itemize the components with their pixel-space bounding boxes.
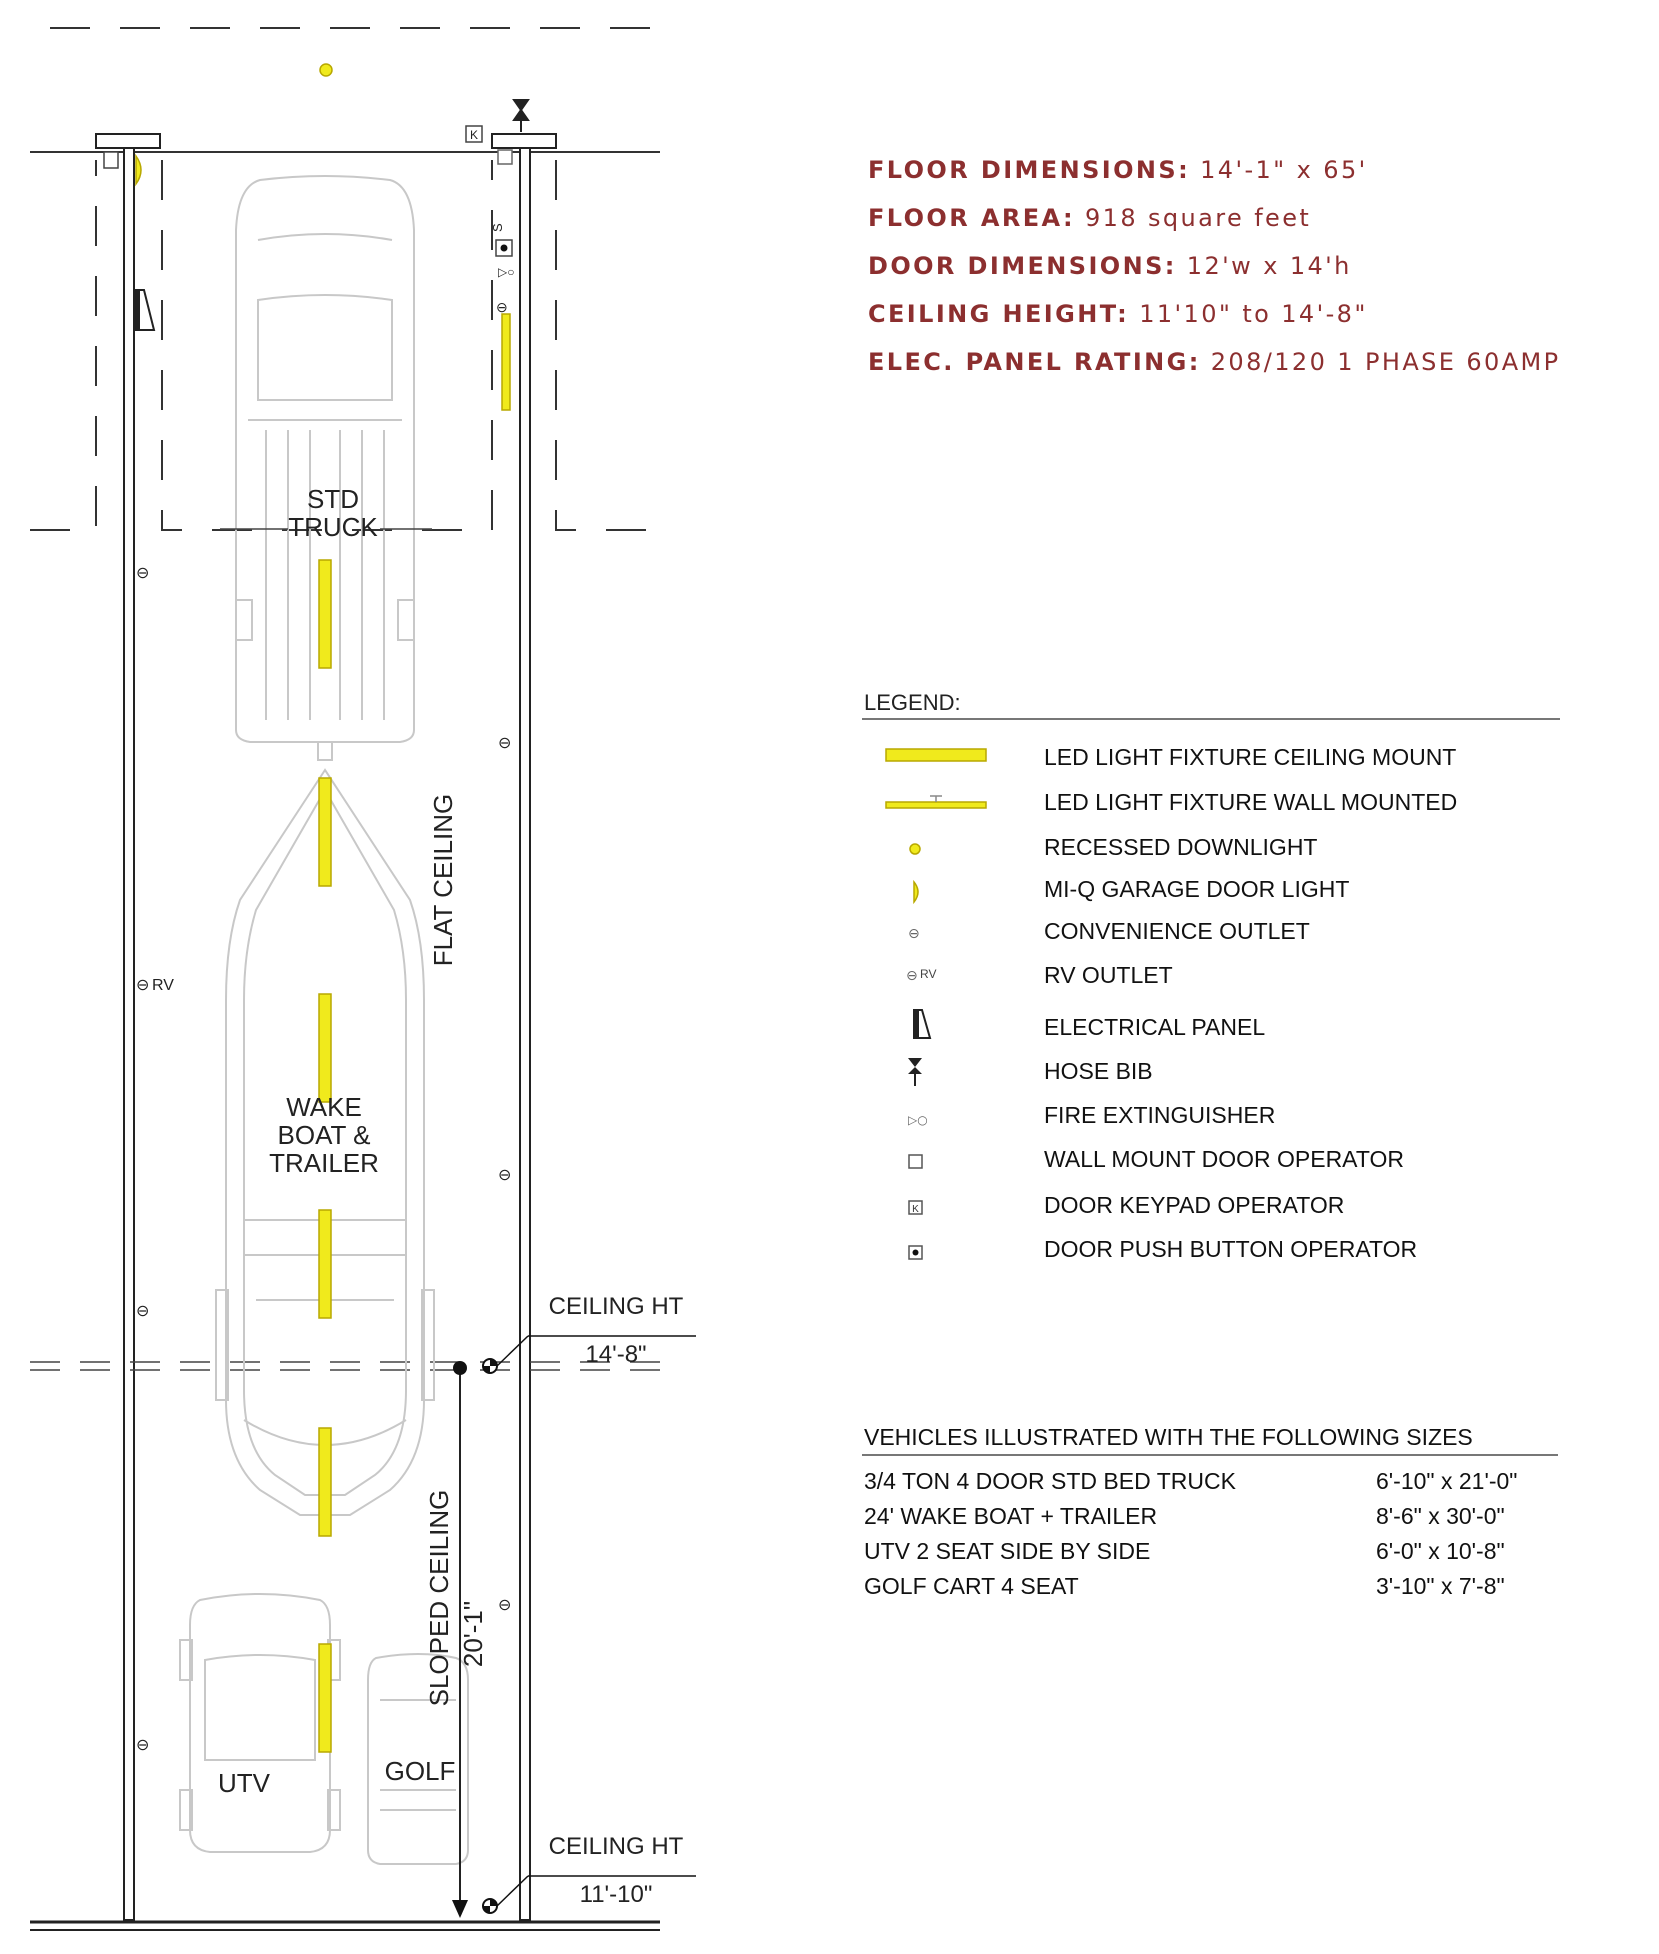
garage-door-light-icon (914, 882, 918, 902)
rv-outlet-icon: ⊖ (136, 977, 150, 994)
boat-label-line2: BOAT & (277, 1120, 371, 1150)
spec-label: FLOOR AREA: (868, 204, 1075, 232)
led-wall-fixture-icon (886, 802, 986, 808)
ceiling-ht-bottom-value: 11'-10" (579, 1881, 653, 1908)
fire-extinguisher-icon: ▷○ (908, 1113, 928, 1127)
vehicle-name: GOLF CART 4 SEAT (864, 1573, 1079, 1599)
vehicle-size: 8'-6" x 30'-0" (1376, 1503, 1505, 1529)
recessed-downlight-icon (320, 64, 332, 76)
right-wall (520, 148, 530, 1920)
spec-elec-panel (868, 338, 1561, 386)
spec-value: 12'w x 14'h (1186, 252, 1352, 280)
wall-device-box (498, 150, 512, 164)
rv-outlet-icon: ⊖ (906, 968, 918, 984)
golf-label: GOLF (384, 1756, 456, 1786)
led-ceiling-fixture-icon (319, 1428, 331, 1536)
legend-item: MI-Q GARAGE DOOR LIGHT (1044, 876, 1350, 902)
legend-item: WALL MOUNT DOOR OPERATOR (1044, 1146, 1404, 1172)
led-ceiling-fixture-icon (319, 994, 331, 1102)
wall-door-operator-icon (909, 1155, 922, 1168)
legend-title: LEGEND: (864, 690, 961, 715)
vehicle-name: UTV 2 SEAT SIDE BY SIDE (864, 1538, 1151, 1564)
spec-list (868, 146, 1561, 386)
truck-label-line2: TRUCK (288, 512, 378, 542)
vehicle-name: 3/4 TON 4 DOOR STD BED TRUCK (864, 1468, 1236, 1494)
utv-outline (180, 1594, 340, 1852)
fire-extinguisher-icon: ▷○ (498, 265, 515, 279)
spec-value: 14'-1" x 65' (1200, 156, 1368, 184)
keypad-letter: K (469, 128, 479, 142)
garage-floor-plan (0, 0, 820, 1954)
convenience-outlet-icon: ⊖ (498, 735, 512, 752)
truck-label-line1: STD (307, 484, 359, 514)
push-button-dot (501, 245, 508, 252)
spec-label: DOOR DIMENSIONS: (868, 252, 1177, 280)
spec-door-dimensions (868, 242, 1561, 290)
wall-cap-left (96, 134, 160, 148)
dimension-dot (453, 1361, 467, 1375)
spec-value: 918 square feet (1084, 204, 1312, 232)
overhead-outline-left (30, 160, 96, 530)
overhead-outline-right (556, 160, 660, 530)
legend-item: FIRE EXTINGUISHER (1044, 1102, 1276, 1128)
legend-item: ELECTRICAL PANEL (1044, 1014, 1266, 1040)
dimension-arrow (452, 1900, 468, 1918)
legend-item: HOSE BIB (1044, 1058, 1153, 1084)
spec-value: 208/120 1 PHASE 60AMP (1210, 348, 1561, 376)
spec-floor-area (868, 194, 1561, 242)
sloped-ceiling-label: SLOPED CEILING (424, 1489, 454, 1707)
vehicles-divider (862, 1454, 1558, 1456)
wall-cap-right (492, 134, 556, 148)
overhead-outline-center (162, 160, 492, 530)
legend-item: LED LIGHT FIXTURE WALL MOUNTED (1044, 789, 1458, 815)
vehicle-size: 6'-0" x 10'-8" (1376, 1538, 1505, 1564)
vehicle-size: 6'-10" x 21'-0" (1376, 1468, 1518, 1494)
utv-label: UTV (218, 1768, 270, 1798)
boat-label-line3: TRAILER (269, 1148, 379, 1178)
legend-item: DOOR KEYPAD OPERATOR (1044, 1192, 1345, 1218)
convenience-outlet-icon: ⊖ (136, 565, 150, 582)
legend-item: CONVENIENCE OUTLET (1044, 918, 1310, 944)
led-ceiling-fixture-icon (319, 1644, 331, 1752)
garage-door-light-icon (136, 156, 141, 184)
keypad-letter: K (912, 1204, 919, 1215)
spec-label: CEILING HEIGHT: (868, 300, 1130, 328)
convenience-outlet-icon: ⊖ (908, 926, 920, 942)
led-ceiling-fixture-icon (319, 560, 331, 668)
spec-label: ELEC. PANEL RATING: (868, 348, 1201, 376)
span-dimension: 20'-1" (458, 1600, 488, 1668)
legend-icons (880, 740, 1000, 1280)
ceiling-ht-top-value: 14'-8" (585, 1341, 647, 1368)
rv-outlet-tag: RV (920, 967, 937, 981)
led-ceiling-fixture-icon (319, 778, 331, 886)
flat-ceiling-label: FLAT CEILING (428, 793, 458, 967)
wall-door-operator-icon (104, 152, 118, 168)
convenience-outlet-icon: ⊖ (498, 1597, 512, 1614)
push-button-dot (913, 1250, 919, 1256)
hose-bib-icon (514, 100, 528, 132)
recessed-downlight-icon (910, 844, 920, 854)
hose-bib-icon (908, 1058, 922, 1074)
spec-label: FLOOR DIMENSIONS: (868, 156, 1191, 184)
left-wall (124, 148, 134, 1920)
switch-letter: S (490, 223, 505, 232)
boat-label-line1: WAKE (286, 1092, 362, 1122)
electrical-panel-fill (914, 1010, 919, 1038)
convenience-outlet-icon: ⊖ (136, 1737, 150, 1754)
ceiling-ht-bottom-label: CEILING HT (548, 1833, 684, 1860)
spec-ceiling-height (868, 290, 1561, 338)
legend-item: LED LIGHT FIXTURE CEILING MOUNT (1044, 744, 1457, 770)
rv-tag: RV (152, 977, 174, 994)
led-ceiling-fixture-icon (319, 1210, 331, 1318)
legend-item: RV OUTLET (1044, 962, 1173, 988)
vehicle-name: 24' WAKE BOAT + TRAILER (864, 1503, 1158, 1529)
legend-item: RECESSED DOWNLIGHT (1044, 834, 1318, 860)
spec-floor-dimensions (868, 146, 1561, 194)
legend-item: DOOR PUSH BUTTON OPERATOR (1044, 1236, 1418, 1262)
vehicle-size: 3'-10" x 7'-8" (1376, 1573, 1505, 1599)
led-ceiling-fixture-icon (886, 749, 986, 761)
electrical-panel-fill (134, 290, 140, 330)
legend-divider (862, 718, 1560, 720)
ceiling-ht-top-label: CEILING HT (548, 1293, 684, 1320)
vehicles-title: VEHICLES ILLUSTRATED WITH THE FOLLOWING SIZES (864, 1424, 1473, 1450)
convenience-outlet-icon: ⊖ (496, 299, 508, 315)
led-wall-fixture-icon (502, 314, 510, 410)
convenience-outlet-icon: ⊖ (498, 1167, 512, 1184)
convenience-outlet-icon: ⊖ (136, 1303, 150, 1320)
truck-outline (236, 176, 414, 760)
spec-value: 11'10" to 14'-8" (1139, 300, 1368, 328)
